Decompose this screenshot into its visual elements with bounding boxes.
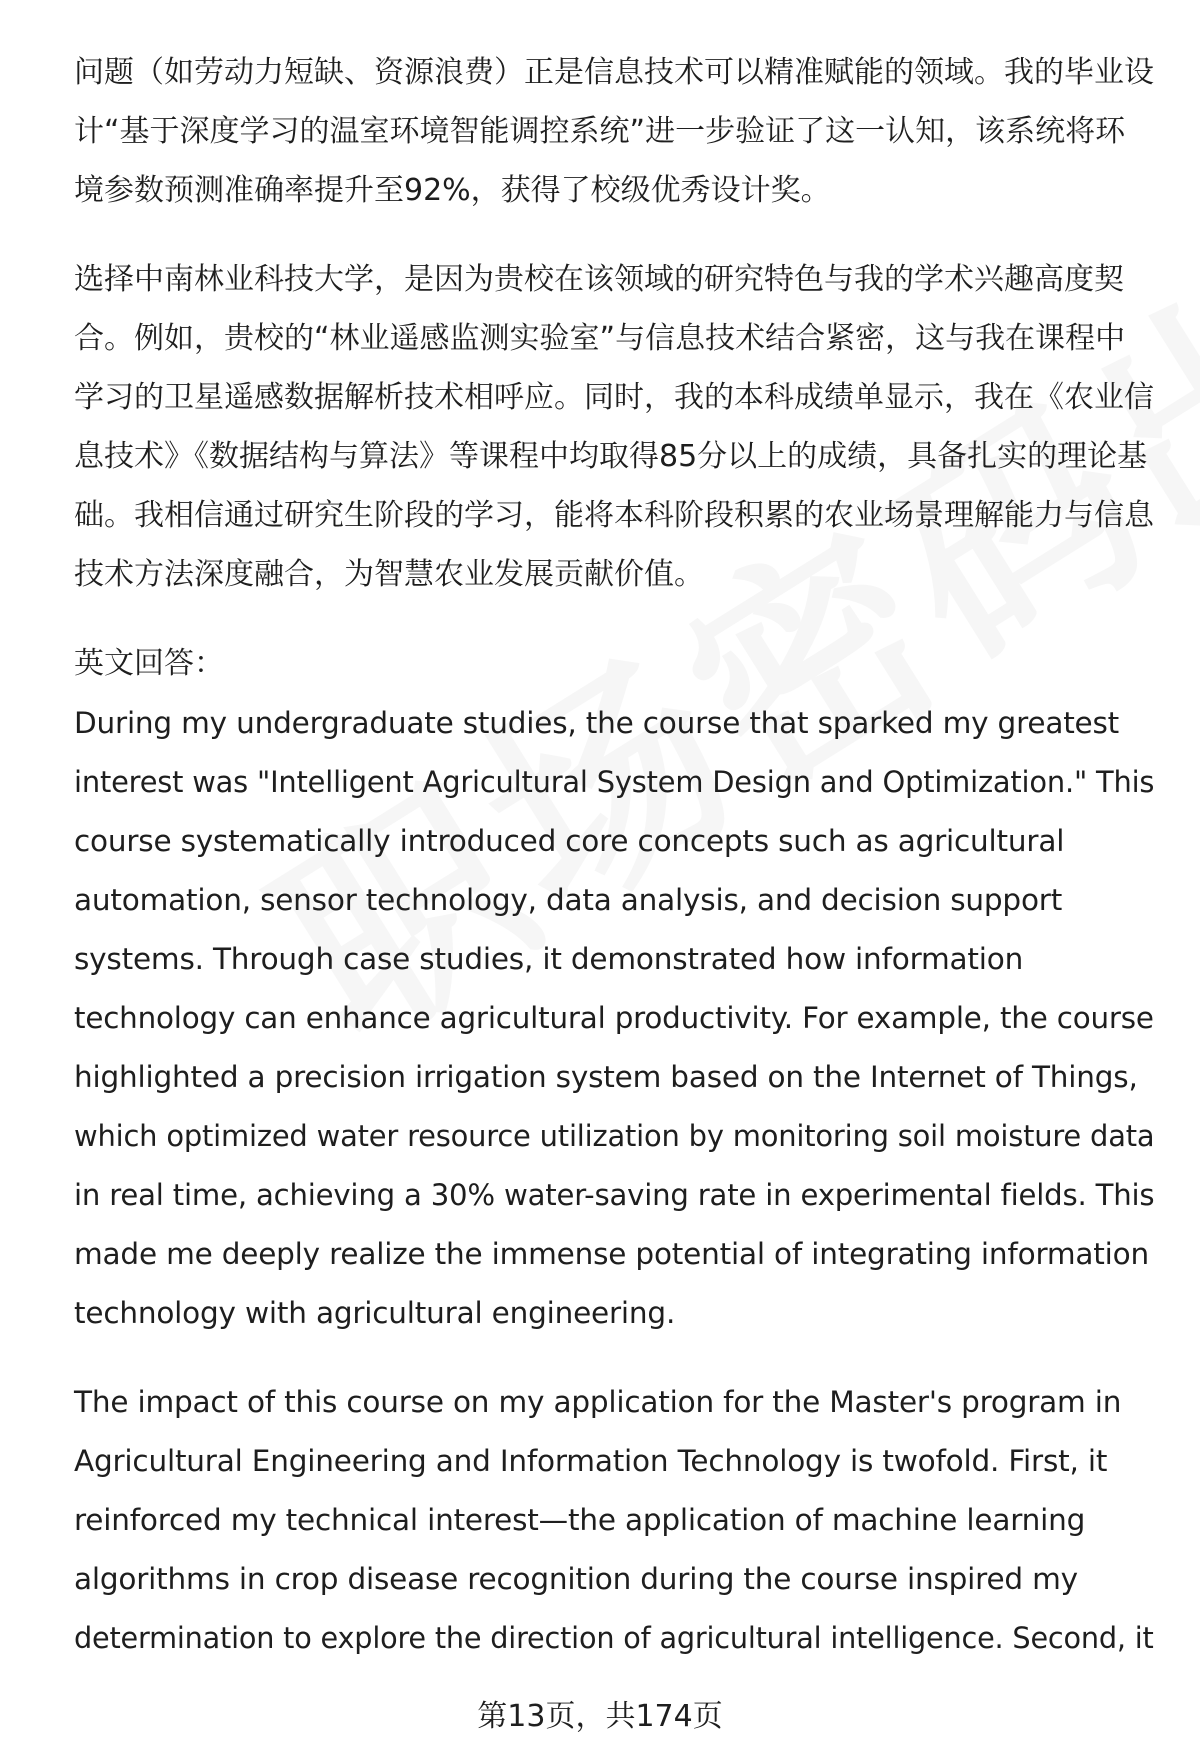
cn-p2-line-6: 技术方法深度融合，为智慧农业发展贡献价值。 bbox=[74, 557, 704, 592]
en-p1-line-4: automation, sensor technology, data analysis, and decision support bbox=[74, 883, 1063, 917]
en-p1-line-5: systems. Through case studies, it demonstrated how information bbox=[74, 942, 1024, 976]
en-p1-line-3: course systematically introduced core concepts such as agricultural bbox=[74, 824, 1065, 858]
cn-p2-line-2: 合。例如，贵校的“林业遥感监测实验室”与信息技术结合紧密，这与我在课程中 bbox=[74, 321, 1126, 356]
cn-p2-line-5: 础。我相信通过研究生阶段的学习，能将本科阶段积累的农业场景理解能力与信息 bbox=[74, 498, 1154, 533]
en-p1-line-1: During my undergraduate studies, the course that sparked my greatest bbox=[74, 706, 1120, 740]
cn-p1-line-3: 境参数预测准确率提升至92%，获得了校级优秀设计奖。 bbox=[74, 173, 831, 208]
en-p2-line-2: Agricultural Engineering and Information Technology is twofold. First, it bbox=[74, 1444, 1108, 1478]
en-p2-line-1: The impact of this course on my application for the Master's program in bbox=[74, 1385, 1122, 1419]
page-number-footer: 第13页，共174页 bbox=[477, 1699, 723, 1734]
en-p1-line-9: in real time, achieving a 30% water-saving rate in experimental fields. This bbox=[74, 1178, 1155, 1212]
cn-p1-line-1: 问题（如劳动力短缺、资源浪费）正是信息技术可以精准赋能的领域。我的毕业设 bbox=[74, 55, 1154, 90]
en-p2-line-5: determination to explore the direction of agricultural intelligence. Second, it bbox=[74, 1621, 1154, 1655]
en-p1-line-2: interest was "Intelligent Agricultural System Design and Optimization." This bbox=[74, 765, 1155, 799]
en-p2-line-3: reinforced my technical interest—the application of machine learning bbox=[74, 1503, 1086, 1537]
en-p1-line-6: technology can enhance agricultural productivity. For example, the course bbox=[74, 1001, 1154, 1035]
en-p1-line-8: which optimized water resource utilization by monitoring soil moisture data bbox=[74, 1119, 1155, 1153]
cn-p2-line-1: 选择中南林业科技大学，是因为贵校在该领域的研究特色与我的学术兴趣高度契 bbox=[74, 262, 1124, 297]
english-answer-heading: 英文回答： bbox=[74, 646, 224, 681]
cn-p2-line-3: 学习的卫星遥感数据解析技术相呼应。同时，我的本科成绩单显示，我在《农业信 bbox=[74, 380, 1154, 415]
cn-p1-line-2: 计“基于深度学习的温室环境智能调控系统”进一步验证了这一认知，该系统将环 bbox=[74, 114, 1126, 149]
en-p1-line-11: technology with agricultural engineering. bbox=[74, 1296, 676, 1330]
en-p1-line-10: made me deeply realize the immense potential of integrating information bbox=[74, 1237, 1149, 1271]
en-p1-line-7: highlighted a precision irrigation system based on the Internet of Things, bbox=[74, 1060, 1138, 1094]
cn-p2-line-4: 息技术》《数据结构与算法》等课程中均取得85分以上的成绩，具备扎实的理论基 bbox=[74, 439, 1148, 474]
en-p2-line-4: algorithms in crop disease recognition during the course inspired my bbox=[74, 1562, 1078, 1596]
